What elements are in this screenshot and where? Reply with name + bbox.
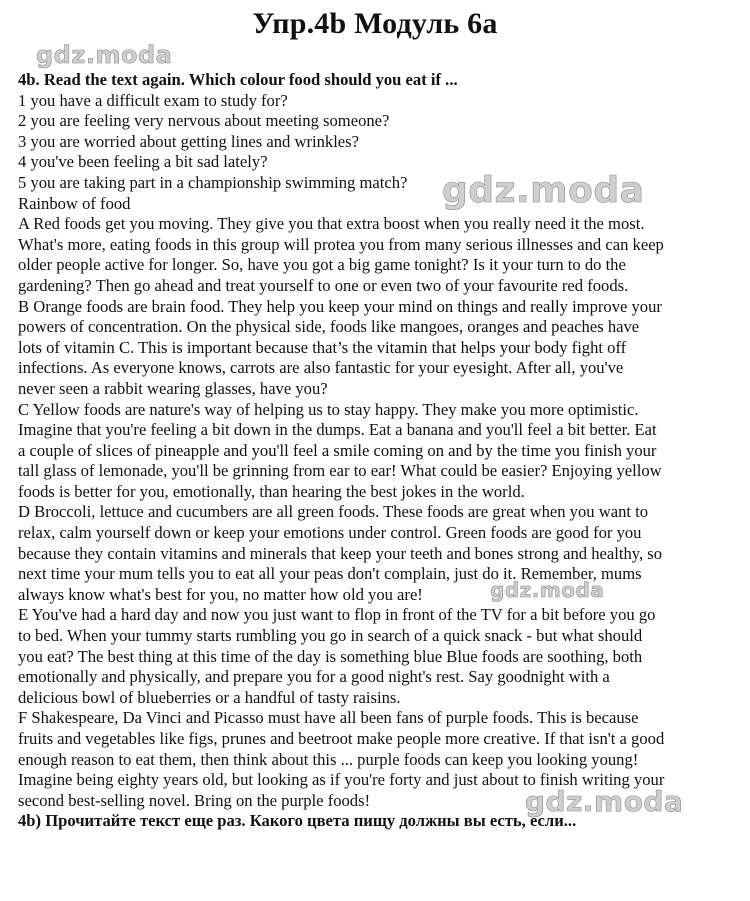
paragraph-line: you eat? The best thing at this time of the day is something blue Blue foods are soothing, both: [18, 646, 643, 666]
paragraph-line: E You've had a hard day and now you just want to flop in front of the TV for a bit before you go: [18, 605, 656, 625]
question-item: 4 you've been feeling a bit sad lately?: [18, 152, 268, 172]
paragraph-line: powers of concentration. On the physical side, foods like mangoes, oranges and peaches have: [18, 317, 640, 337]
paragraph-line: second best-selling novel. Bring on the purple foods!: [18, 790, 371, 810]
paragraph-green: [18, 502, 750, 605]
paragraph-line: F Shakespeare, Da Vinci and Picasso must have all been fans of purple foods. This is because: [18, 708, 639, 728]
translation-heading: 4b) Прочитайте текст еще раз. Какого цвета пищу должны вы есть, если...: [18, 811, 577, 831]
paragraph-line: next time your mum tells you to eat all your peas don't complain, just do it. Remember, mums: [18, 564, 642, 584]
paragraph-line: older people active for longer. So, have you got a big game tonight? Is it your turn to do the: [18, 255, 626, 275]
paragraph-line: a couple of slices of pineapple and you'll feel a smile coming on and by the time you finish your: [18, 440, 657, 460]
paragraph-line: Imagine being eighty years old, but looking as if you're forty and just about to finish writing your: [18, 770, 665, 790]
paragraph-line: enough reason to eat them, then think about this ... purple foods can keep you looking young!: [18, 749, 639, 769]
paragraph-line: infections. As everyone knows, carrots are also fantastic for your eyesight. After all, you've: [18, 358, 624, 378]
question-item: 2 you are feeling very nervous about meeting someone?: [18, 111, 390, 131]
paragraph-orange: [18, 297, 750, 400]
page-title: Упр.4b Модуль 6а: [252, 7, 498, 40]
paragraph-line: tall glass of lemonade, you'll be grinning from ear to ear! What could be easier? Enjoying yellow: [18, 461, 662, 481]
watermark-logo: gdz.moda: [442, 170, 645, 211]
paragraph-line: relax, calm yourself down or keep your emotions under control. Green foods are good for you: [18, 523, 642, 543]
paragraph-line: because they contain vitamins and minerals that keep your teeth and bones strong and healthy, so: [18, 543, 663, 563]
question-item: 1 you have a difficult exam to study for?: [18, 90, 288, 110]
paragraph-line: to bed. When your tummy starts rumbling you go in search of a quick snack - but what should: [18, 626, 643, 646]
paragraph-line: foods is better for you, emotionally, than hearing the best jokes in the world.: [18, 481, 525, 501]
paragraph-line: What's more, eating foods in this group will protea you from many serious illnesses and can keep: [18, 234, 664, 254]
paragraph-line: delicious bowl of blueberries or a handful of tasty raisins.: [18, 687, 401, 707]
paragraph-line: C Yellow foods are nature's way of helping us to stay happy. They make you more optimistic.: [18, 399, 639, 419]
paragraph-line: D Broccoli, lettuce and cucumbers are all green foods. These foods are great when you want to: [18, 502, 649, 522]
paragraph-line: emotionally and physically, and prepare you for a good night's rest. Say goodnight with a: [18, 667, 610, 687]
paragraph-purple: [18, 708, 750, 811]
paragraph-line: always know what's best for you, no matter how old you are!: [18, 584, 423, 604]
task-heading: 4b. Read the text again. Which colour food should you eat if ...: [18, 70, 458, 89]
watermark-logo: gdz.moda: [525, 785, 684, 818]
paragraph-line: B Orange foods are brain food. They help you keep your mind on things and really improve your: [18, 296, 662, 316]
paragraph-yellow: [18, 400, 750, 503]
paragraph-line: never seen a rabbit wearing glasses, have you?: [18, 378, 328, 398]
paragraph-red: [18, 214, 750, 296]
text-title: Rainbow of food: [18, 193, 131, 213]
question-item: 3 you are worried about getting lines and wrinkles?: [18, 131, 359, 151]
paragraph-line: fruits and vegetables like figs, prunes and beetroot make people more creative. If that isn't a good: [18, 729, 665, 748]
paragraph-blue: [18, 605, 750, 708]
watermark-logo: gdz.moda: [490, 578, 605, 602]
question-item: 5 you are taking part in a championship swimming match?: [18, 172, 408, 192]
watermark-logo: gdz.moda: [36, 41, 173, 69]
paragraph-line: lots of vitamin C. This is important because that’s the vitamin that helps your body fight off: [18, 337, 627, 357]
paragraph-line: Imagine that you're feeling a bit down in the dumps. Eat a banana and you'll feel a bit better. Eat: [18, 420, 657, 440]
document-body: [18, 70, 750, 832]
paragraph-line: gardening? Then go ahead and treat yourself to one or even two of your favourite red foods.: [18, 275, 629, 295]
paragraph-line: A Red foods get you moving. They give you that extra boost when you really need it the most.: [18, 214, 645, 234]
